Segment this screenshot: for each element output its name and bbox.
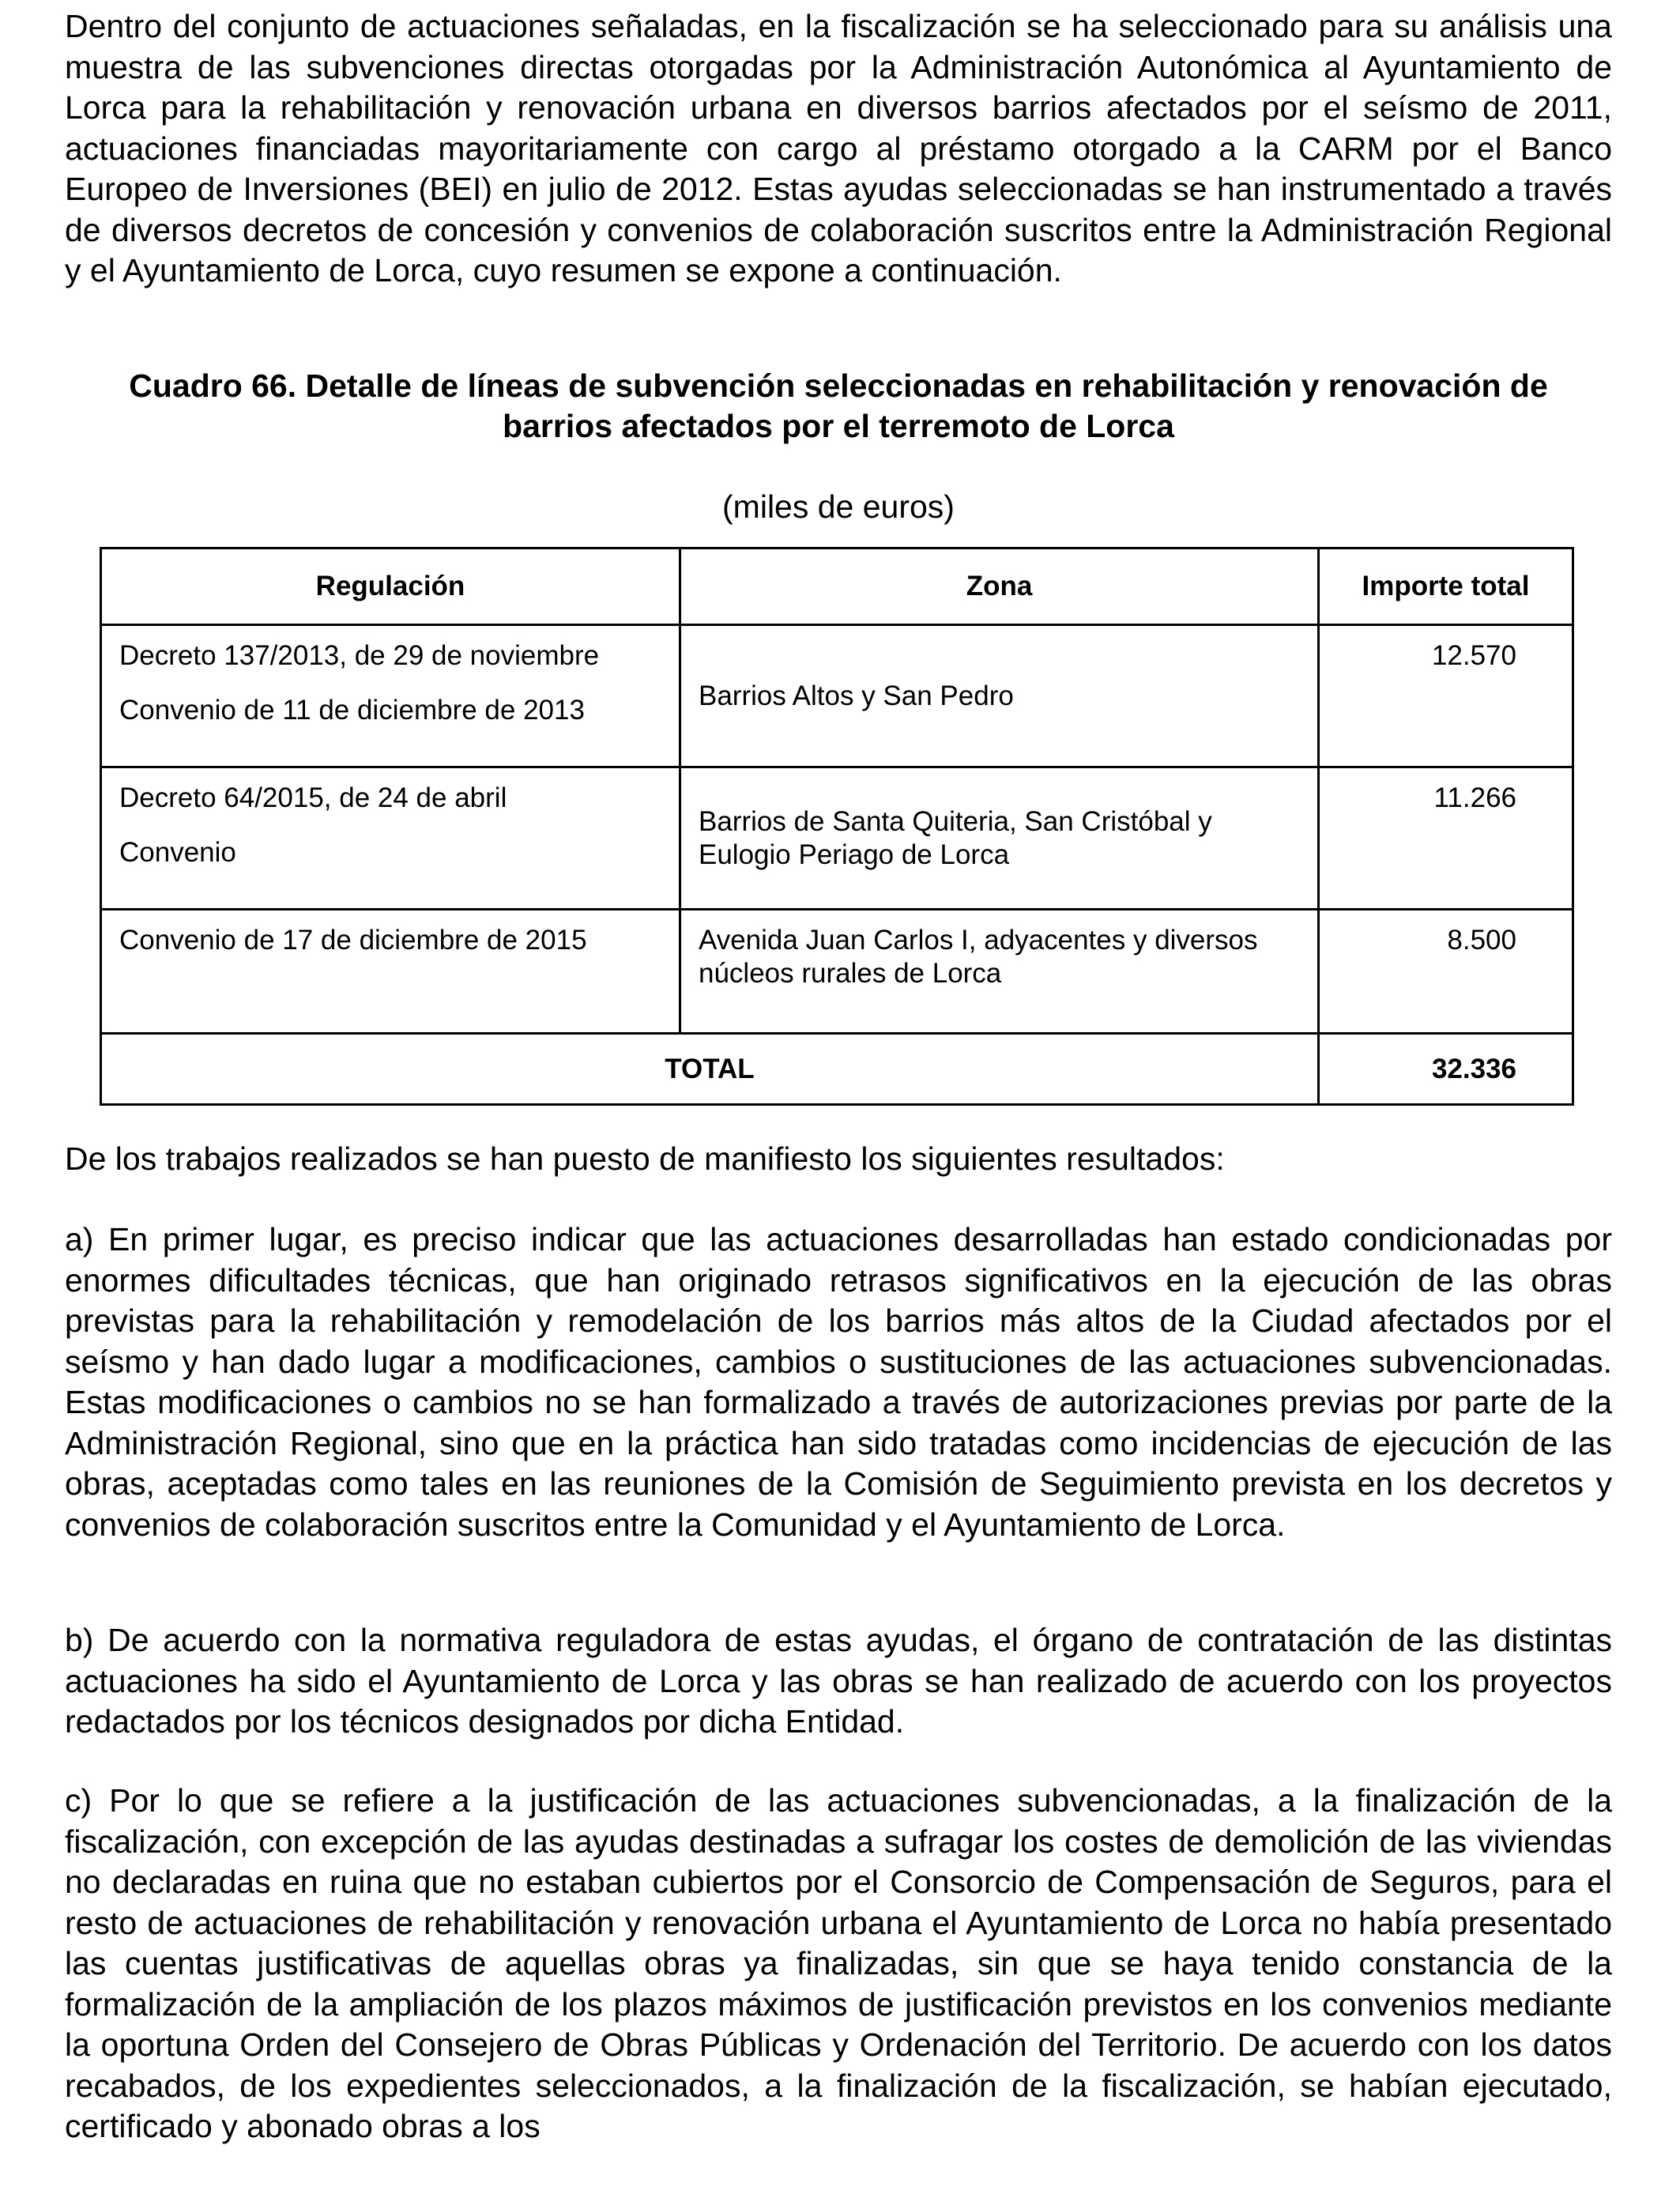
cell-importe: 11.266 [1319,767,1573,910]
table-row [101,625,1573,767]
subsidy-lines-table [100,547,1574,1106]
cell-zona: Barrios de Santa Quiteria, San Cristóbal y Eulogio Periago de Lorca [680,767,1319,910]
table-caption [65,366,1612,447]
cell-regulacion [101,625,680,767]
cell-importe: 12.570 [1319,625,1573,767]
table-row [101,767,1573,910]
regulacion-line: Convenio [119,837,236,868]
table-caption-line-2: barrios afectados por el terremoto de Lorca [503,408,1174,444]
regulacion-line: Decreto 64/2015, de 24 de abril [119,782,507,813]
result-a-paragraph: a) En primer lugar, es preciso indicar que las actuaciones desarrolladas han estado condicionadas por enormes dificultades técnicas, que han originado retrasos significativos en la ejecución de las obras previstas para la rehabilitación y remodelación de los barrios más altos de la Ciudad afectados por el seísmo y han dado lugar a modificaciones, cambios o sustituciones de las actuaciones subvencionadas. Estas modificaciones o cambios no se han formalizado a través de autorizaciones previas por parte de la Administración Regional, sino que en la práctica han sido tratadas como incidencias de ejecución de las obras, aceptadas como tales en las reuniones de la Comisión de Seguimiento prevista en los decretos y convenios de colaboración suscritos entre la Comunidad y el Ayuntamiento de Lorca. [65,1221,1612,1543]
table-header-row [101,548,1573,625]
total-label: TOTAL [101,1034,1319,1105]
table-total-row [101,1034,1573,1105]
cell-zona: Barrios Altos y San Pedro [680,625,1319,767]
table-units: (miles de euros) [722,488,955,525]
regulacion-line: Convenio de 11 de diciembre de 2013 [119,695,585,726]
results-intro-paragraph: De los trabajos realizados se han puesto de manifiesto los siguientes resultados: [65,1140,1225,1177]
table-row [101,910,1573,1034]
result-c-paragraph: c) Por lo que se refiere a la justificación de las actuaciones subvencionadas, a la finalización de la fiscalización, con excepción de las ayudas destinadas a sufragar los costes de demolición de las viviendas no declaradas en ruina que no estaban cubiertos por el Consorcio de Compensación de Seguros, para el resto de actuaciones de rehabilitación y renovación urbana el Ayuntamiento de Lorca no había presentado las cuentas justificativas de aquellas obras ya finalizadas, sin que se haya tenido constancia de la formalización de la ampliación de los plazos máximos de justificación previstos en los convenios mediante la oportuna Orden del Consejero de Obras Públicas y Ordenación del Territorio. De acuerdo con los datos recabados, de los expedientes seleccionados, a la finalización de la fiscalización, se habían ejecutado, certificado y abonado obras a los [65,1782,1612,2144]
header-zona: Zona [680,548,1319,625]
cell-importe: 8.500 [1319,910,1573,1034]
result-b-paragraph: b) De acuerdo con la normativa reguladora de estas ayudas, el órgano de contratación de las distintas actuaciones ha sido el Ayuntamiento de Lorca y las obras se han realizado de acuerdo con los proyectos redactados por los técnicos designados por dicha Entidad. [65,1622,1612,1740]
cell-zona: Avenida Juan Carlos I, adyacentes y diversos núcleos rurales de Lorca [680,910,1319,1034]
regulacion-line: Decreto 137/2013, de 29 de noviembre [119,640,600,671]
header-regulacion: Regulación [101,548,680,625]
cell-regulacion [101,910,680,1034]
total-value: 32.336 [1319,1034,1573,1105]
cell-regulacion [101,767,680,910]
table-caption-line-1: Cuadro 66. Detalle de líneas de subvención seleccionadas en rehabilitación y renovación de [129,368,1548,404]
header-importe: Importe total [1319,548,1573,625]
intro-paragraph: Dentro del conjunto de actuaciones señaladas, en la fiscalización se ha seleccionado para su análisis una muestra de las subvenciones directas otorgadas por la Administración Autonómica al Ayuntamiento de Lorca para la rehabilitación y renovación urbana en diversos barrios afectados por el seísmo de 2011, actuaciones financiadas mayoritariamente con cargo al préstamo otorgado a la CARM por el Banco Europeo de Inversiones (BEI) en julio de 2012. Estas ayudas seleccionadas se han instrumentado a través de diversos decretos de concesión y convenios de colaboración suscritos entre la Administración Regional y el Ayuntamiento de Lorca, cuyo resumen se expone a continuación. [65,8,1612,288]
regulacion-line: Convenio de 17 de diciembre de 2015 [119,925,587,956]
